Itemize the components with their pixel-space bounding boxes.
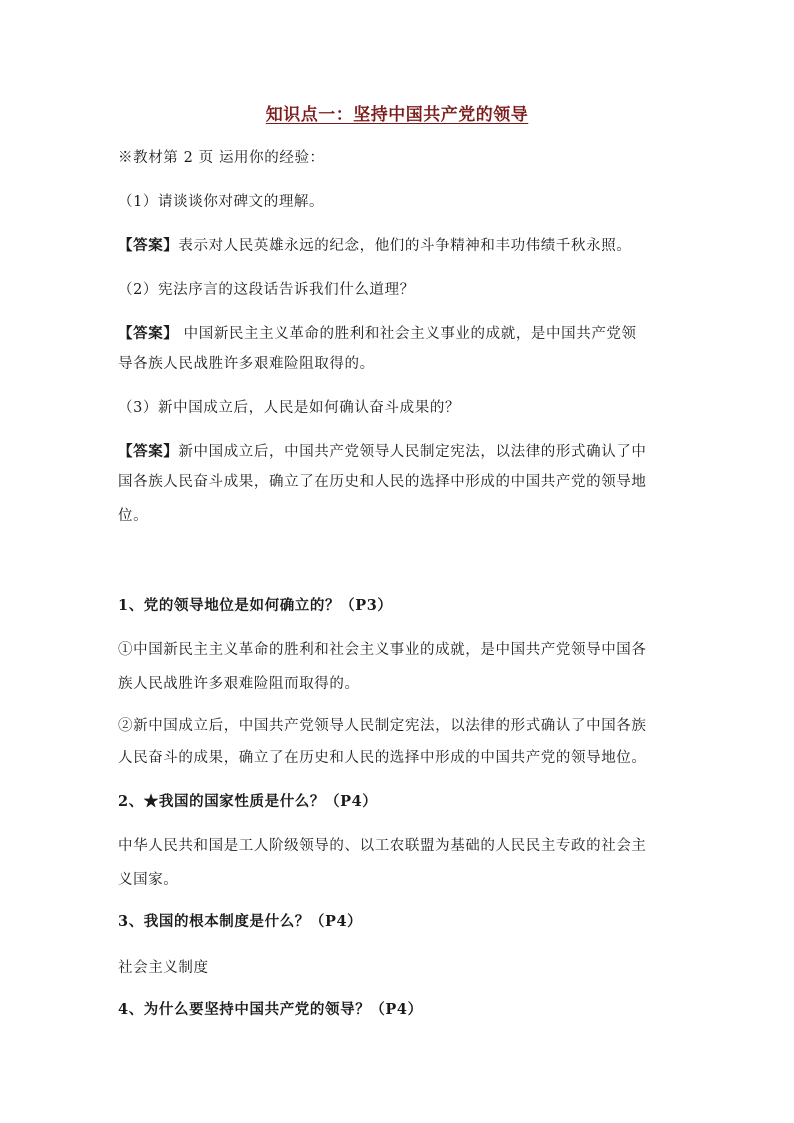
answer-2-line-2: 导各族人民战胜许多艰难险阻取得的。	[118, 356, 375, 372]
question-3: （3）新中国成立后，人民是如何确认奋斗成果的？	[118, 400, 461, 416]
answer-3-line-3: 位。	[118, 508, 149, 524]
heading-2-line-1: 中华人民共和国是工人阶级领导的、以工农联盟为基础的人民民主专政的社会主	[118, 838, 647, 854]
answer-1	[118, 236, 678, 256]
heading-1-point-1-line-2: 族人民战胜许多艰难险阻而取得的。	[118, 676, 360, 692]
heading-2-line-2: 义国家。	[118, 872, 179, 888]
heading-1-point-2-line-2: 人民奋斗的成果，确立了在历史和人民的选择中形成的中国共产党的领导地位。	[118, 750, 647, 766]
answer-text: 新中国成立后，中国共产党领导人民制定宪法，以法律的形式确认了中	[178, 444, 647, 460]
heading-1: 1、党的领导地位是如何确立的？（P3）	[118, 597, 393, 614]
heading-1-point-2-line-1: ②新中国成立后，中国共产党领导人民制定宪法，以法律的形式确认了中国各族	[118, 718, 647, 734]
answer-label: 【答案】	[118, 325, 179, 342]
answer-2-line-1	[118, 324, 678, 344]
heading-1-point-1-line-1: ①中国新民主主义革命的胜利和社会主义事业的成就，是中国共产党领导中国各	[118, 642, 647, 658]
answer-label: 【答案】	[118, 237, 179, 254]
question-2: （2）宪法序言的这段话告诉我们什么道理？	[118, 282, 415, 298]
heading-4: 4、为什么要坚持中国共产党的领导？（P4）	[118, 1001, 423, 1018]
answer-3-line-2: 国各族人民奋斗成果，确立了在历史和人民的选择中形成的中国共产党的领导地	[118, 474, 647, 490]
page-title: 知识点一：坚持中国共产党的领导	[265, 105, 529, 125]
heading-3-line-1: 社会主义制度	[118, 960, 209, 976]
answer-label: 【答案】	[118, 443, 179, 460]
intro-line: ※教材第 2 页 运用你的经验：	[118, 150, 325, 166]
heading-2: 2、★我国的国家性质是什么？（P4）	[118, 793, 378, 810]
question-1: （1）请谈谈你对碑文的理解。	[118, 194, 325, 210]
answer-text: 中国新民主主义革命的胜利和社会主义事业的成就，是中国共产党领	[178, 326, 637, 342]
answer-3-line-1	[118, 442, 678, 462]
heading-3: 3、我国的根本制度是什么？（P4）	[118, 913, 363, 930]
answer-text: 表示对人民英雄永远的纪念，他们的斗争精神和丰功伟绩千秋永照。	[178, 238, 632, 254]
